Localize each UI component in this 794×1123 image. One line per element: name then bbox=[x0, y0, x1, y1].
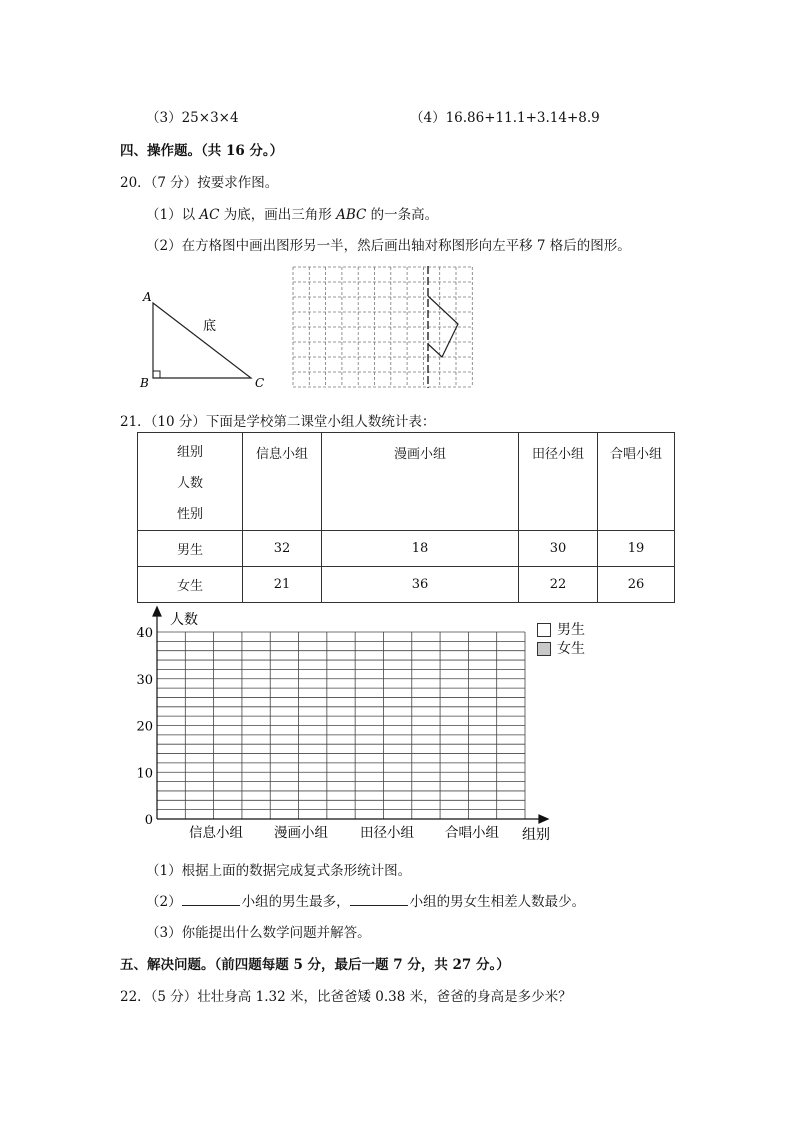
item-4: （4）16.86+11.1+3.14+8.9 bbox=[410, 110, 600, 126]
half-shape bbox=[428, 296, 458, 357]
row-label: 女生 bbox=[138, 567, 243, 603]
label-b: B bbox=[140, 376, 149, 390]
symmetry-grid[interactable] bbox=[292, 266, 476, 390]
q20-sub2: （2）在方格图中画出图形另一半，然后画出轴对称图形向左平移 7 格后的图形。 bbox=[146, 238, 631, 254]
legend-swatch bbox=[537, 623, 551, 637]
label-c: C bbox=[255, 376, 265, 390]
legend-item-boys: 男生 bbox=[537, 621, 585, 640]
x-tick-label: 田径小组 bbox=[360, 825, 414, 841]
q21-sub1: （1）根据上面的数据完成复式条形统计图。 bbox=[146, 863, 412, 879]
y-tick-label: 30 bbox=[136, 672, 153, 688]
item-3: （3）25×3×4 bbox=[146, 110, 239, 126]
section-4-heading: 四、操作题。（共 16 分。） bbox=[120, 143, 284, 159]
table-cell: 30 bbox=[519, 531, 598, 567]
table-cell: 32 bbox=[243, 531, 322, 567]
chart-legend bbox=[537, 621, 585, 659]
col-header: 田径小组 bbox=[519, 433, 598, 531]
bar-chart[interactable] bbox=[120, 604, 570, 849]
x-tick-label: 合唱小组 bbox=[445, 825, 499, 841]
q21-stem: 21．（10 分）下面是学校第二课堂小组人数统计表： bbox=[120, 414, 436, 430]
table-cell: 36 bbox=[322, 567, 519, 603]
x-tick-label: 信息小组 bbox=[189, 825, 243, 841]
table-cell: 19 bbox=[598, 531, 675, 567]
q22-text: 22．（5 分）壮壮身高 1.32 米，比爸爸矮 0.38 米，爸爸的身高是多少米？ bbox=[120, 989, 572, 1005]
table-cell: 22 bbox=[519, 567, 598, 603]
q20-stem: 20．（7 分）按要求作图。 bbox=[120, 175, 279, 191]
stat-table bbox=[137, 432, 675, 603]
y-tick-label: 20 bbox=[136, 719, 153, 735]
legend-item-girls: 女生 bbox=[537, 640, 585, 659]
table-cell: 18 bbox=[322, 531, 519, 567]
table-cell: 26 bbox=[598, 567, 675, 603]
q21-sub3: （3）你能提出什么数学问题并解答。 bbox=[146, 925, 371, 941]
answer-blank-2[interactable] bbox=[350, 893, 408, 906]
y-axis-label: 人数 bbox=[170, 612, 198, 628]
table-corner-cell: 组别 人数 性别 bbox=[138, 433, 243, 531]
col-header: 漫画小组 bbox=[322, 433, 519, 531]
label-a: A bbox=[143, 290, 152, 304]
legend-swatch bbox=[537, 642, 551, 656]
row-label: 男生 bbox=[138, 531, 243, 567]
y-tick-label: 10 bbox=[136, 766, 153, 782]
y-tick-label: 40 bbox=[136, 626, 153, 641]
triangle-abc bbox=[153, 303, 251, 378]
table-row bbox=[138, 567, 675, 603]
col-header: 合唱小组 bbox=[598, 433, 675, 531]
x-tick-label: 漫画小组 bbox=[274, 825, 328, 841]
q20-sub1: （1）以 AC 为底，画出三角形 ABC 的一条高。 bbox=[146, 207, 439, 223]
table-cell: 21 bbox=[243, 567, 322, 603]
right-angle-mark bbox=[153, 371, 160, 378]
y-tick-label: 0 bbox=[144, 813, 153, 828]
y-axis-arrow bbox=[153, 607, 161, 616]
x-axis-label: 组别 bbox=[522, 827, 550, 843]
section-5-heading: 五、解决问题。（前四题每题 5 分，最后一题 7 分，共 27 分。） bbox=[120, 957, 510, 973]
q21-sub2: （2） 小组的男生最多， 小组的男女生相差人数最少。 bbox=[146, 894, 586, 910]
label-base: 底 bbox=[203, 319, 217, 334]
col-header: 信息小组 bbox=[243, 433, 322, 531]
triangle-figure bbox=[135, 285, 275, 395]
table-row bbox=[138, 531, 675, 567]
x-axis-arrow bbox=[539, 815, 548, 823]
answer-blank-1[interactable] bbox=[182, 893, 240, 906]
